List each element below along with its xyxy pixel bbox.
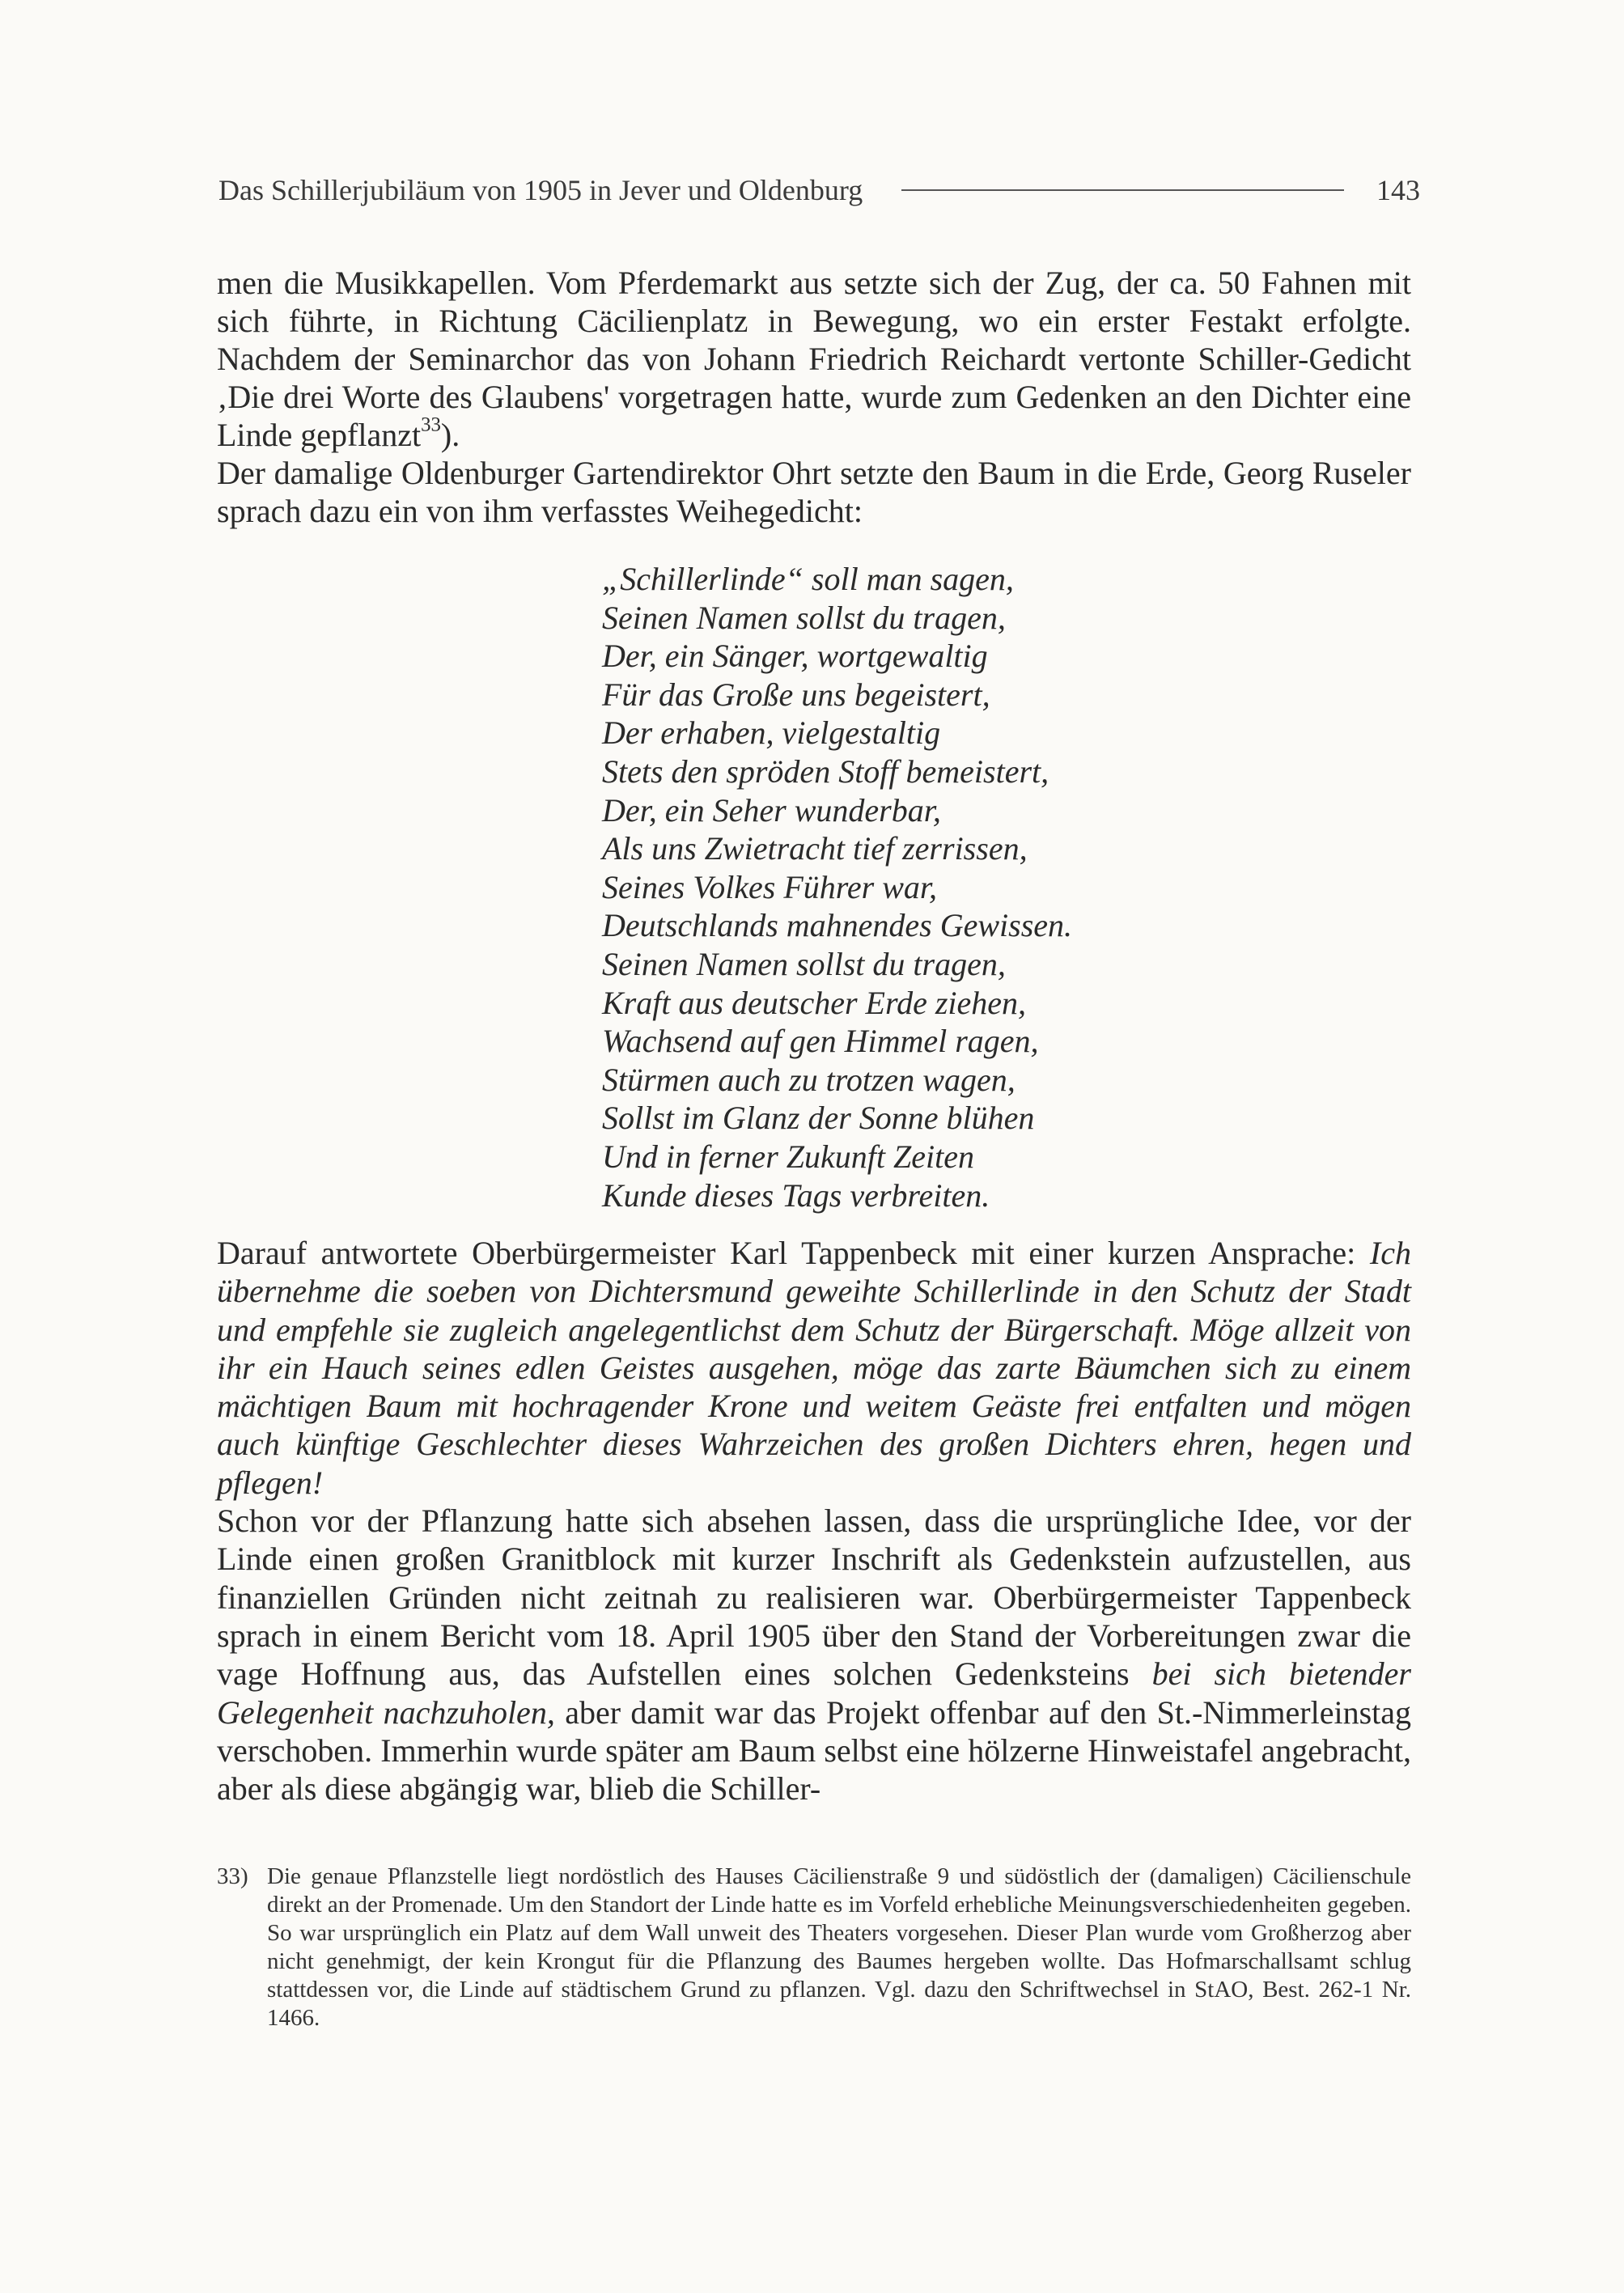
- poem-line: Als uns Zwietracht tief zerrissen,: [602, 830, 1028, 867]
- running-head-title: Das Schillerjubiläum von 1905 in Jever und Oldenburg: [218, 174, 863, 206]
- paragraph-ohrt: Der damalige Oldenburger Gartendirektor Ohrt setzte den Baum in die Erde, Georg Ruseler sprach dazu ein von ihm verfasstes Weihegedicht:: [217, 455, 1411, 529]
- poem-line: Sollst im Glanz der Sonne blühen: [602, 1100, 1035, 1137]
- paragraph-gedenkstein-end: aber damit war das Projekt offenbar auf den St.-Nimmerleinstag verschoben. Immerhin wurde später am Baum selbst eine hölzerne Hinweistafel angebracht, aber als diese abgängig war, blieb die Schiller-: [217, 1693, 1412, 1808]
- poem-line: Wachsend auf gen Himmel ragen,: [602, 1023, 1039, 1060]
- poem-line: Der, ein Seher wunderbar,: [602, 791, 941, 829]
- running-head: [218, 166, 1420, 214]
- poem-line: Kunde dieses Tags verbreiten.: [602, 1176, 990, 1214]
- page-number: 143: [1376, 174, 1420, 206]
- footnote-33: [217, 1863, 1411, 2032]
- poem-line: Der, ein Sänger, wortgewaltig: [602, 638, 988, 675]
- paragraph-festakt-text: men die Musikkapellen. Vom Pferdemarkt aus setzte sich der Zug, der ca. 50 Fahnen mit sich führte, in Richtung Cäcilienplatz in Bewegung, wo ein erster Festakt erfolgte. Nachdem der Seminarchor das von Johann Friedrich Reichardt vertonte Schiller-Gedicht ‚Die drei Worte des Glaubens' vorgetragen hatte, wurde zum Gedenken an den Dichter eine Linde gepflanzt: [217, 265, 1411, 453]
- poem-line: Und in ferner Zukunft Zeiten: [602, 1138, 974, 1175]
- poem-line: Stets den spröden Stoff bemeistert,: [602, 752, 1049, 790]
- poem-line: Für das Große uns begeistert,: [602, 676, 990, 713]
- report-quote: bei sich bietender Gelegenheit nachzuholen,: [217, 1655, 1411, 1731]
- poem-line: Seinen Namen sollst du tragen,: [602, 945, 1006, 982]
- paragraph-tappenbeck-intro: Darauf antwortete Oberbürgermeister Karl Tappenbeck mit einer kurzen Ansprache:: [217, 1235, 1370, 1271]
- poem-line: Stürmen auch zu trotzen wagen,: [602, 1061, 1016, 1098]
- footnote-text: Die genaue Pflanzstelle liegt nordöstlich des Hauses Cäcilienstraße 9 und südöstlich der (damaligen) Cäcilienschule direkt an der Promenade. Um den Standort der Linde hatte es im Vorfeld erhebliche Meinungsverschiedenheiten gegeben. So war ursprünglich ein Platz auf dem Wall unweit des Theaters vorgesehen. Dieser Plan wurde vom Großherzog aber nicht genehmigt, der kein Krongut für die Pflanzung des Baumes hergeben wollte. Das Hofmarschallsamt schlug stattdessen vor, die Linde auf städtischem Grund zu pflanzen. Vgl. dazu den Schriftwechsel in StAO, Best. 262-1 Nr. 1466.: [267, 1863, 1411, 2031]
- paragraph-tappenbeck: [217, 1234, 1411, 1502]
- paragraph-festakt-end: ).: [440, 417, 460, 453]
- poem-weihegedicht: [602, 560, 1411, 1214]
- lower-body-text: [217, 1234, 1411, 1808]
- paragraph-gedenkstein: [217, 1502, 1411, 1808]
- header-rule: [901, 189, 1344, 191]
- poem-line: Kraft aus deutscher Erde ziehen,: [602, 984, 1027, 1021]
- poem-line: Der erhaben, vielgestaltig: [602, 714, 941, 752]
- paragraph-gedenkstein-text: Schon vor der Pflanzung hatte sich absehen lassen, dass die ursprüngliche Idee, vor der Linde einen großen Granitblock mit kurzer Inschrift als Gedenkstein aufzustellen, aus finanziellen Gründen nicht zeitnah zu realisieren war. Oberbürgermeister Tappenbeck sprach in einem Bericht vom 18. April 1905 über den Stand der Vorbereitungen zwar die vage Hoffnung aus, das Aufstellen eines solchen Gedenksteins: [217, 1503, 1411, 1693]
- paragraph-festakt: [217, 264, 1411, 454]
- poem-line: „Schillerlinde“ soll man sagen,: [602, 561, 1014, 597]
- poem-line: Deutschlands mahnendes Gewissen.: [602, 907, 1073, 944]
- footnote-mark: 33): [217, 1863, 248, 1889]
- speech-quote: Ich übernehme die soeben von Dichtersmund geweihte Schillerlinde in den Schutz der Stadt und empfehle sie zugleich angelegentlichst dem Schutz der Bürgerschaft. Möge allzeit von ihr ein Hauch seines edlen Geistes ausgehen, möge das zarte Bäumchen sich zu einem mächtigen Baum mit hochragender Krone und weitem Geäste frei entfalten und mögen auch künftige Geschlechter dieses Wahrzeichen des großen Dichters ehren, hegen und pflegen!: [217, 1235, 1411, 1501]
- footnote-reference: 33: [421, 413, 441, 436]
- poem-line: Seinen Namen sollst du tragen,: [602, 599, 1006, 636]
- poem-line: Seines Volkes Führer war,: [602, 868, 938, 905]
- upper-body-text: [217, 264, 1411, 530]
